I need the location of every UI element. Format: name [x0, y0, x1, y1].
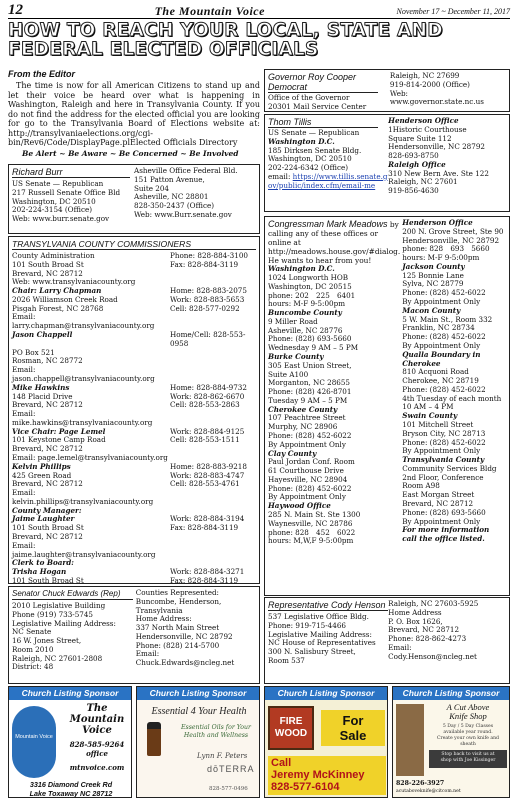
edwards-line: Home Address: [135, 614, 192, 624]
ad1-name-1: The [86, 703, 108, 714]
henson-line: Brevard, NC 28712 [388, 625, 460, 635]
meadows-office-label: Washington D.C. [268, 264, 335, 274]
tillis-line: 1Historic Courthouse [388, 124, 467, 134]
headline-line-2: FEDERAL ELECTED OFFICIALS [8, 38, 319, 60]
cooper-name: Governor Roy Cooper [268, 72, 357, 82]
meadows-office-line: 4th Tuesday of each month [402, 393, 502, 403]
commissioner-entry: Vice Chair: Page Lemel [12, 426, 106, 436]
commissioner-contact: Home/Cell: 828-553-0958 [170, 330, 246, 348]
cooper-party: Democrat [268, 82, 378, 93]
henson-line: Legislative Mailing Address: [268, 629, 372, 639]
tillis-name: Thom Tillis [268, 117, 378, 128]
meadows-office-line: Hendersonville, NC 28792 [402, 235, 500, 245]
edwards-line: Buncombe, Henderson, [135, 596, 222, 606]
commissioner-entry: Email: jaime.laughter@transylvaniacounty.org [12, 540, 156, 559]
tillis-card [264, 114, 510, 212]
edwards-line: Raleigh, NC 27601-2808 [12, 653, 103, 663]
edwards-name: Senator Chuck Edwards (Rep) [12, 589, 133, 600]
burr-line: Washington, DC 20510 [12, 196, 96, 206]
meadows-office-line: Community Services Bldg [402, 463, 497, 473]
meadows-office-line: hours: M-F 9-5:00pm [402, 253, 480, 263]
meadows-office-line: 1024 Longworth HOB [268, 272, 349, 282]
firewood-sign [268, 706, 314, 750]
ad2-title: Essential 4 Your Health [151, 706, 247, 717]
henson-line: NC House of Representatives [268, 638, 376, 648]
meadows-office-label: Haywood Office [268, 501, 331, 511]
knife-photo [429, 750, 507, 768]
commissioner-row [12, 410, 256, 428]
burr-line: 202-224-3154 (Office) [12, 205, 93, 215]
commissioner-entry: Brevard, NC 28712 [12, 532, 83, 541]
henson-line: Home Address [388, 607, 442, 617]
ad3-for: For [342, 713, 364, 728]
henson-line: Phone: 919-715-4466 [268, 620, 346, 630]
commissioner-entry: Pisgah Forest, NC 28768 [12, 303, 104, 313]
ad1-office: office [86, 748, 108, 758]
ad1-web: mtnvoice.com [69, 763, 125, 772]
sign-line-1: FIRE [279, 716, 303, 727]
commissioner-contact: Work: 828-883-5653 [170, 294, 245, 304]
cooper-line: 919-814-2000 (Office) [389, 79, 470, 89]
meadows-office-line: Suite A100 [268, 369, 309, 379]
meadows-office-line: East Morgan Street [402, 490, 475, 500]
edwards-email: Chuck.Edwards@ncleg.net [135, 658, 235, 668]
tillis-line: 185 Dirksen Senate Bldg. [268, 145, 362, 155]
commissioner-entry: Kelvin Phillips [12, 461, 71, 471]
meadows-office-line: Asheville, NC 28776 [268, 325, 343, 335]
sponsor-ad-essential-health[interactable] [136, 686, 260, 798]
edwards-line: Room 2010 [12, 644, 54, 654]
meadows-office-line: 2nd Floor, Conference [402, 472, 484, 482]
ad2-phone: 828-577-0496 [209, 786, 248, 792]
meadows-office-line: By Appointment Only [268, 492, 346, 502]
commissioner-contact: Work: 828-884-9125 [170, 426, 245, 436]
commissioner-contact [170, 410, 256, 428]
commissioner-contact: Home: 828-883-2075 [170, 286, 247, 296]
meadows-office-line: 107 Peachtree Street [268, 413, 346, 423]
sponsor-label: Church Listing Sponsor [393, 687, 509, 700]
henson-card [264, 597, 510, 684]
burr-web: Web: www.Burr.senate.gov [134, 209, 232, 219]
sponsor-ad-mountain-voice[interactable] [8, 686, 132, 798]
ad4-detail: Stop back to visit us at [441, 752, 495, 757]
ad2-sub-2: Health and Wellness [183, 731, 249, 739]
ad2-sub-1: Essential Oils for Your [181, 724, 251, 731]
meadows-office-line: By Appointment Only [402, 516, 481, 526]
page-header [8, 2, 510, 19]
commissioner-contact [170, 489, 256, 507]
headline-line-1: HOW TO REACH YOUR LOCAL, STATE AND [8, 20, 443, 41]
commissioner-contact: Work: 828-884-3271 [170, 567, 245, 577]
commissioner-entry: 101 South Broad St [12, 575, 84, 584]
tillis-line: 202-224-6342 (Office) [268, 163, 349, 173]
cooper-line: Office of the Governor [268, 93, 350, 102]
mountain-voice-logo: Mountain Voice [12, 706, 56, 778]
cooper-card [264, 69, 510, 112]
burr-web: Web: www.burr.senate.gov [12, 214, 110, 224]
edwards-line: Phone (919) 733-5745 [12, 609, 94, 619]
burr-card [8, 164, 260, 234]
meadows-office-line: By Appointment Only [402, 297, 481, 307]
meadows-office-line: hours: M-F 9-5:00pm [268, 299, 346, 309]
edwards-line: Hendersonville, NC 28792 [135, 631, 233, 641]
ad4-detail: available year round. [443, 730, 493, 735]
commissioner-entry: County Administration [12, 251, 95, 260]
henson-line: Phone: 828-862-4273 [388, 634, 467, 644]
meadows-office-line: 285 N. Main St. Ste 1300 [268, 510, 361, 520]
meadows-office-line: Phone: (828) 426-8701 [268, 387, 352, 397]
tillis-party: US Senate — Republican [268, 128, 360, 137]
meadows-office-line: Phone: (828) 452-6022 [402, 384, 486, 394]
meadows-office-line: Paul Jordan Conf. Room [268, 457, 355, 467]
ad4-detail: shop with Joe Kissinger [440, 758, 496, 763]
cooper-line: Web: [389, 88, 408, 98]
commissioner-contact: Cell: 828-553-4761 [170, 479, 240, 489]
cooper-line: 20301 Mail Service Center [268, 101, 367, 111]
ad4-title-2: Knife Shop [449, 711, 487, 721]
commissioner-entry: Jaime Laughter [12, 514, 75, 524]
commissioner-entry: Brevard, NC 28712 [12, 444, 83, 454]
commissioner-entry: Brevard, NC 28712 [12, 479, 83, 489]
tillis-dc-label: Washington D.C. [268, 136, 335, 146]
henson-line: Room 537 [268, 655, 305, 665]
meadows-office-line: 9 Miller Road [268, 316, 318, 326]
commissioner-entry: Brevard, NC 28712 [12, 268, 83, 278]
burr-line: 151 Patton Avenue, [134, 174, 205, 184]
meadows-office-line: hours: M,W,F 9-5:00pm [268, 536, 354, 546]
meadows-office-line: Hayesville, NC 28904 [268, 474, 348, 484]
meadows-office-line: Phone: (828) 452-6022 [402, 288, 486, 298]
commissioner-contact: Cell: 828-553-2863 [170, 400, 240, 410]
commissioner-row [12, 305, 256, 314]
meadows-office-label: Macon County [402, 305, 461, 315]
commissioner-contact: Work: 828-884-3194 [170, 514, 245, 524]
issue-date: November 17 ~ December 11, 2017 [396, 7, 510, 16]
tillis-line: 310 New Bern Ave. Ste 122 [388, 168, 489, 178]
page-headline [8, 22, 510, 74]
meadows-name: Congressman Mark Meadows [268, 219, 388, 229]
henson-line: Email: [388, 642, 412, 652]
commissioner-entry: 101 Keystone Camp Road [12, 435, 106, 445]
oil-bottle-icon [147, 722, 161, 756]
commissioner-row [12, 401, 256, 410]
tillis-line: Washington, DC 20510 [268, 154, 352, 164]
knife-shop-photo [396, 704, 424, 776]
henson-name: Representative Cody Henson [268, 600, 388, 611]
ad4-email: acutaboveknife@citcom.net [396, 789, 461, 794]
meadows-offices-left [268, 265, 400, 546]
meadows-office-line: phone: 828 693 5660 [402, 244, 490, 254]
meadows-office-line: 5 W. Main St., Room 332 [402, 314, 493, 324]
commissioner-row [12, 331, 256, 349]
edwards-line: Email: [135, 649, 160, 659]
cooper-line: Raleigh, NC 27699 [389, 71, 460, 80]
masthead: The Mountain Voice [154, 4, 265, 18]
sign-line-2: WOOD [274, 728, 308, 739]
commissioner-entry: Email: jason.chappell@transylvaniacounty.org [12, 365, 155, 383]
editor-slogan: Be Alert ~ Be Aware ~ Be Concerned ~ Be Involved [22, 148, 239, 158]
tillis-email-label: email: [268, 171, 291, 181]
meadows-office-line: Bryson City, NC 28713 [402, 428, 486, 438]
editor-title: From the Editor [8, 69, 75, 79]
tillis-line: 828-693-8750 [388, 151, 439, 161]
editor-body: The time is now for all American Citizens to stand up and let their voice be heard over what is happening in Washington, Raleigh and here in Transylvania County. If you do not find the address for the elected official you are looking for go to the Transylvania Board of Elections website at: http://transylvaniaelections.org/cgi-bin/Rev6/Code/DisplayPage.plElected Officials Directory [8, 81, 260, 148]
tillis-line: Square Suite 112 [388, 133, 452, 143]
meadows-office-line: Phone: (828) 693-5660 [268, 334, 352, 344]
ad2-person: Lynn F. Peters [197, 752, 248, 760]
commissioner-entry: 425 Green Road [12, 470, 72, 480]
ad1-name-2: Mountain [69, 714, 125, 725]
meadows-office-line: Phone: (828) 452-6022 [268, 483, 352, 493]
commissioner-entry: PO Box 521 [12, 347, 55, 357]
ad1-address-1: 3316 Diamond Creek Rd [29, 780, 113, 789]
burr-line: US Senate — Republican [12, 179, 104, 188]
sponsor-ad-firewood[interactable] [264, 686, 388, 798]
cooper-web: www.governor.state.nc.us [389, 97, 484, 107]
meadows-office-label: Henderson Office [402, 218, 473, 227]
commissioner-contact [170, 445, 256, 454]
commissioner-contact [170, 542, 256, 560]
burr-line: Asheville Office Federal Bld. [134, 166, 238, 175]
commissioner-row [12, 313, 256, 331]
burr-line: 217 Russell Senate Office Bld [12, 187, 121, 197]
commissioner-entry: 148 Placid Drive [12, 391, 73, 401]
commissioner-contact: Home: 828-883-9218 [170, 461, 247, 471]
commissioner-entry: Web: www.transylvaniacounty.org [12, 277, 136, 287]
commissioner-contact [170, 533, 256, 542]
tillis-line: Raleigh, NC 27601 [388, 177, 458, 187]
commissioner-entry: County Manager: [12, 505, 82, 515]
commissioner-entry: Email: page.lemel@transylvaniacounty.org [12, 452, 168, 462]
commissioner-entry: 101 South Broad St [12, 523, 84, 533]
ad3-sale: Sale [339, 728, 367, 743]
commissioner-entry: Jason Chappell [12, 330, 73, 340]
commissioner-contact: Phone: 828-884-3100 [170, 251, 248, 260]
meadows-office-line: 61 Courthouse Drive [268, 466, 344, 476]
tillis-ral-label: Raleigh Office [388, 159, 446, 169]
edwards-line: 2010 Legislative Building [12, 601, 106, 610]
meadows-office-line: 810 Acquoni Road [402, 367, 469, 377]
meadows-office-line: Brevard, NC 28712 [402, 499, 474, 508]
commissioner-contact: Work: 828-862-6670 [170, 391, 245, 401]
commissioner-contact [170, 366, 256, 384]
commissioner-entry: 2026 Williamson Creek Road [12, 294, 118, 304]
meadows-office-line: Morganton, NC 28655 [268, 378, 350, 388]
commissioner-contact [170, 357, 256, 366]
commissioner-row [12, 366, 256, 384]
commissioner-row [12, 533, 256, 542]
edwards-line: Transylvania [135, 605, 183, 615]
meadows-office-line: Phone: (828) 452-6022 [268, 431, 352, 440]
page-number: 12 [8, 2, 23, 18]
meadows-office-line: 10 AM – 4 PM [402, 402, 454, 412]
henson-line: P. O. Box 1626, [388, 616, 443, 626]
ad1-name-3: Voice [82, 725, 112, 736]
meadows-office-line: 305 East Union Street, [268, 360, 352, 370]
commissioner-entry: Email: mike.hawkins@transylvaniacounty.org [12, 409, 153, 427]
meadows-office-line: Sylva, NC 28779 [402, 279, 464, 289]
commissioner-contact: Fax: 828-884-3119 [170, 575, 239, 584]
ad1-phone: 828-585-9264 [69, 740, 125, 749]
meadows-office-line: By Appointment Only [402, 446, 481, 456]
commissioner-row [12, 542, 256, 560]
commissioner-contact: Fax: 828-884-3119 [170, 523, 239, 533]
commissioner-row [12, 480, 256, 489]
ad2-brand: dōTERRA [207, 764, 255, 774]
edwards-line: 337 North Main Street [135, 623, 220, 633]
commissioner-row [12, 357, 256, 366]
commissioners-card [8, 236, 260, 584]
commissioner-contact [170, 270, 256, 279]
ad4-phone: 828-226-3927 [396, 780, 445, 787]
ad3-phone: 828-577-6104 [271, 781, 340, 793]
edwards-line: District: 48 [12, 662, 54, 672]
meadows-office-line: Phone: (828) 452-6022 [402, 332, 486, 342]
edwards-line: Phone: (828) 214-5700 [135, 640, 220, 650]
meadows-office-line: Phone: (828) 452-6022 [402, 437, 486, 447]
burr-name: Richard Burr [12, 167, 130, 178]
commissioners-title: TRANSYLVANIA COUNTY COMMISSIONERS [12, 239, 256, 250]
commissioner-row [12, 489, 256, 507]
ad4-title-1: A Cut Above [446, 702, 490, 712]
commissioner-entry: Clerk to Board: [12, 558, 74, 568]
commissioner-contact [170, 313, 256, 331]
edwards-line: Counties Represented: [135, 588, 219, 597]
burr-line: Suite 204 [134, 183, 169, 193]
commissioner-entry: Mike Hawkins [12, 382, 70, 392]
meadows-office-label: Burke County [268, 351, 324, 361]
sponsor-label: Church Listing Sponsor [137, 687, 259, 700]
meadows-office-label: Jackson County [402, 261, 465, 271]
ad1-address-2: Lake Toxaway NC 28712 [29, 789, 113, 798]
meadows-office-line: Phone: (828) 693-5660 [402, 507, 486, 517]
meadows-office-line: 200 N. Grove Street, Ste 90 [402, 226, 504, 236]
meadows-office-line: Franklin, NC 28734 [402, 323, 475, 333]
meadows-office-line: 125 Bonnie Lane [402, 270, 464, 280]
commissioner-contact: Home: 828-884-9732 [170, 382, 247, 392]
burr-line: 828-350-2437 (Office) [134, 201, 215, 211]
commissioner-entry: 101 South Broad St [12, 259, 84, 269]
ad3-name: Jeremy McKinney [271, 769, 365, 781]
commissioner-contact: Cell: 828-553-1511 [170, 435, 240, 445]
commissioner-entry: Email: kelvin.phillips@transylvaniacounty.org [12, 488, 154, 506]
henson-line: Raleigh, NC 27603-5925 [388, 599, 479, 608]
meadows-intro: by calling any of these offices or online at http://meadows.house.gov/#dialog. He wants to hear from you! [268, 220, 401, 266]
meadows-office-line: By Appointment Only [268, 439, 346, 449]
tillis-email-link[interactable]: https://www.tillis.senate.gov/public/index.cfm/email-me [268, 171, 388, 190]
burr-line: Asheville, NC 28801 [134, 192, 209, 202]
commissioner-contact: Fax: 828-884-3119 [170, 259, 239, 269]
commissioner-entry: Brevard, NC 28712 [12, 400, 83, 410]
commissioner-entry: Rosman, NC 28772 [12, 356, 83, 366]
meadows-office-line: Tuesday 9 AM – 5 PM [268, 395, 348, 405]
edwards-card [8, 586, 260, 684]
meadows-office-line: Washington, DC 20515 [268, 281, 352, 291]
meadows-office-line: 101 Mitchell Street [402, 419, 474, 429]
henson-line: 300 N. Salisbury Street, [268, 647, 356, 657]
edwards-line: Legislative Mailing Address: [12, 618, 116, 628]
meadows-office-line: phone: 202 225 6401 [268, 290, 356, 300]
sponsor-label: Church Listing Sponsor [9, 687, 131, 700]
sponsor-label: Church Listing Sponsor [265, 687, 387, 700]
ad4-detail: Create your own knife and [436, 736, 499, 741]
edwards-line: 16 W. Jones Street, [12, 636, 82, 646]
commissioner-contact: Cell: 828-577-0292 [170, 303, 240, 313]
meadows-office-label: Cherokee County [268, 404, 338, 414]
meadows-office-label: Clay County [268, 448, 317, 458]
meadows-office-line: By Appointment Only [402, 340, 481, 350]
commissioner-contact [170, 349, 256, 358]
meadows-office-label: Swain County [402, 411, 458, 421]
tillis-line: 919-856-4630 [388, 186, 439, 196]
edwards-line: NC Senate [12, 627, 52, 637]
meadows-office-line: Cherokee, NC 28719 [402, 376, 479, 386]
meadows-office-line: Murphy, NC 28906 [268, 422, 338, 432]
meadows-office-line: Wednesday 9 AM – 5 PM [268, 343, 359, 353]
meadows-office-label: Transylvania County [402, 455, 485, 465]
meadows-office-line: Room A98 [402, 481, 440, 491]
commissioner-contact: Work: 828-883-4747 [170, 470, 245, 480]
meadows-card [264, 216, 510, 596]
commissioner-entry: Trisha Hogan [12, 567, 67, 577]
editor-note [8, 69, 260, 165]
sponsor-ad-cut-above[interactable] [392, 686, 510, 798]
commissioner-entry: Email: larry.chapman@transylvaniacounty.org [12, 312, 155, 331]
meadows-office-line: Waynesville, NC 28786 [268, 518, 353, 528]
tillis-line: Hendersonville, NC 28792 [388, 142, 485, 152]
tillis-hend-label: Henderson Office [388, 116, 459, 125]
meadows-office-line: phone: 828 452 6022 [268, 527, 356, 537]
meadows-offices-right [402, 219, 506, 544]
meadows-office-label: Buncombe County [268, 308, 342, 318]
commissioners-list [12, 252, 256, 584]
henson-line: 537 Legislative Office Bldg. [268, 612, 369, 621]
commissioner-entry: Chair: Larry Chapman [12, 286, 102, 296]
ad4-detail: sheath [460, 742, 476, 747]
commissioner-row [12, 577, 256, 584]
meadows-office-label: For more information call the office listed. [402, 525, 490, 544]
henson-email: Cody.Henson@ncleg.net [388, 651, 477, 661]
meadows-office-label: Qualla Boundary in Cherokee [402, 349, 481, 368]
ad4-detail: 5 Day / 5 Day Classes [442, 724, 494, 729]
ad3-call: Call [271, 757, 292, 769]
